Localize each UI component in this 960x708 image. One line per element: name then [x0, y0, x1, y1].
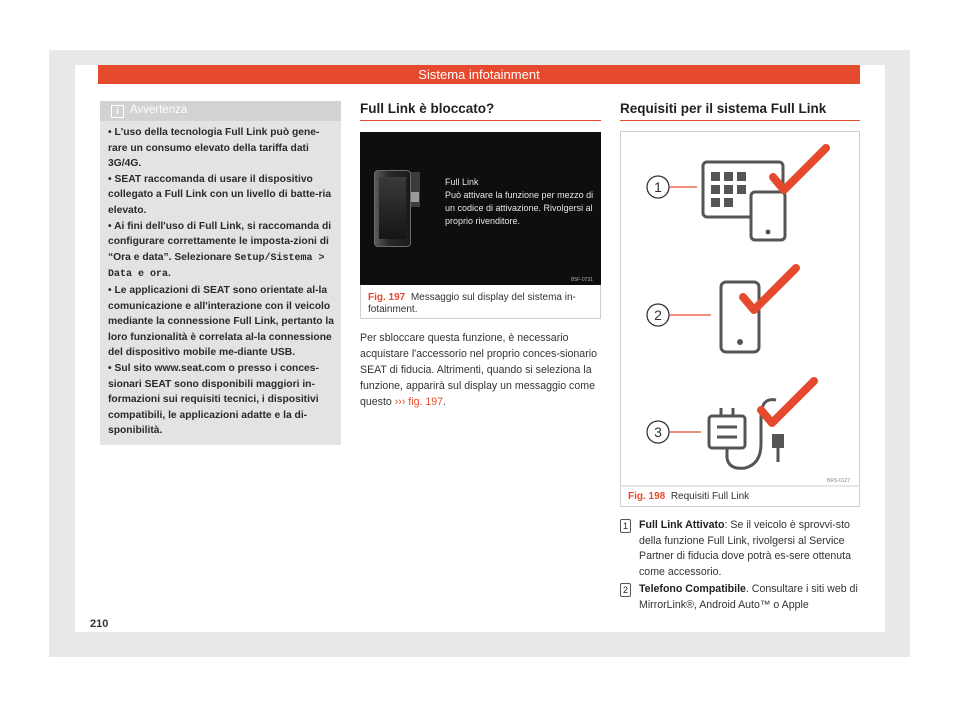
warning-bullet: • Le applicazioni di SEAT sono orientate al-la comunicazione e all'interazione con il veicolo mediante la connessione Full Link, pertanto la loro funzionalità è correlata al-la connessione del dispositivo mobile me-diante USB.	[108, 284, 335, 359]
requirements-illustration	[621, 132, 859, 506]
smartphone-icon	[751, 192, 785, 240]
figure-197-caption: Fig. 197 Messaggio sul display del sistema in-fotainment.	[368, 292, 576, 315]
callout-number: 3	[654, 424, 662, 440]
section-heading-blocked: Full Link è bloccato?	[360, 101, 495, 116]
warning-title: Avvertenza	[130, 104, 188, 116]
checkmark-icon	[773, 148, 826, 190]
warning-body	[108, 125, 336, 439]
section-heading-requirements: Requisiti per il sistema Full Link	[620, 101, 827, 116]
heading-rule	[620, 120, 860, 121]
item-number-badge: 1	[620, 519, 631, 533]
callout-number: 2	[654, 307, 662, 323]
warning-bullet: • Ai fini dell'uso di Full Link, si raccomanda di configurare correttamente le imposta-zioni di “Ora e data”. Selezionare Setup/Sistema > Data e ora.	[108, 220, 332, 281]
heading-rule	[360, 120, 601, 121]
header-title: Sistema infotainment	[98, 65, 860, 84]
usb-plug	[411, 192, 419, 202]
warning-bullet: • L'uso della tecnologia Full Link può gene-rare un consumo elevato della tariffa dati 3G/4G.	[108, 127, 320, 170]
image-code: B5F-0731	[571, 277, 593, 283]
image-code: BRS-0127	[827, 478, 851, 484]
item-number-badge: 2	[620, 583, 631, 597]
warning-bullet: • Sul sito www.seat.com o presso i conces-sionari SEAT sono disponibili maggiori in-formazioni sui requisiti tecnici, i dispositivi compatibili, le applicazioni adatte e la di-sponibilità.	[108, 362, 319, 437]
warning-header	[100, 101, 341, 121]
smartphone	[374, 170, 411, 247]
usb-cable-icon	[709, 400, 784, 469]
checkmark-icon	[761, 381, 814, 423]
callout-2	[647, 304, 711, 326]
smartphone-icon	[721, 282, 759, 352]
body-paragraph: Per sbloccare questa funzione, è necessario acquistare l'accessorio nel proprio conces-sionario SEAT di fiducia. Altrimenti, quando si seleziona la funzione, apparirà sul display un messaggio come questo ››› fig. 197.	[360, 332, 597, 408]
item-text: Telefono Compatibile. Consultare i siti web di MirrorLink®, Android Auto™ o Apple	[639, 583, 858, 611]
callout-1	[647, 176, 697, 198]
info-icon: i	[111, 105, 124, 118]
figure-reference[interactable]: ››› fig. 197	[394, 396, 444, 408]
figure-197-image	[360, 132, 601, 285]
item-text: Full Link Attivato: Se il veicolo è sprovvi-sto della funzione Full Link, rivolgersi al Service Partner di fiducia dove potrà es-sere ottenuta come accessorio.	[639, 519, 851, 578]
screen-message: Full Link Può attivare la funzione per mezzo di un codice di attivazione. Rivolgersi al proprio rivenditore.	[445, 177, 594, 226]
figure-198	[620, 131, 860, 507]
callout-number: 1	[654, 179, 662, 195]
warning-bullet: • SEAT raccomanda di usare il dispositivo collegato a Full Link con un livello di batte-ria elevato.	[108, 173, 332, 216]
figure-198-caption: Fig. 198 Requisiti Full Link	[628, 491, 750, 502]
page-number: 210	[90, 618, 109, 630]
warning-box	[100, 101, 341, 445]
callout-3	[647, 421, 701, 443]
